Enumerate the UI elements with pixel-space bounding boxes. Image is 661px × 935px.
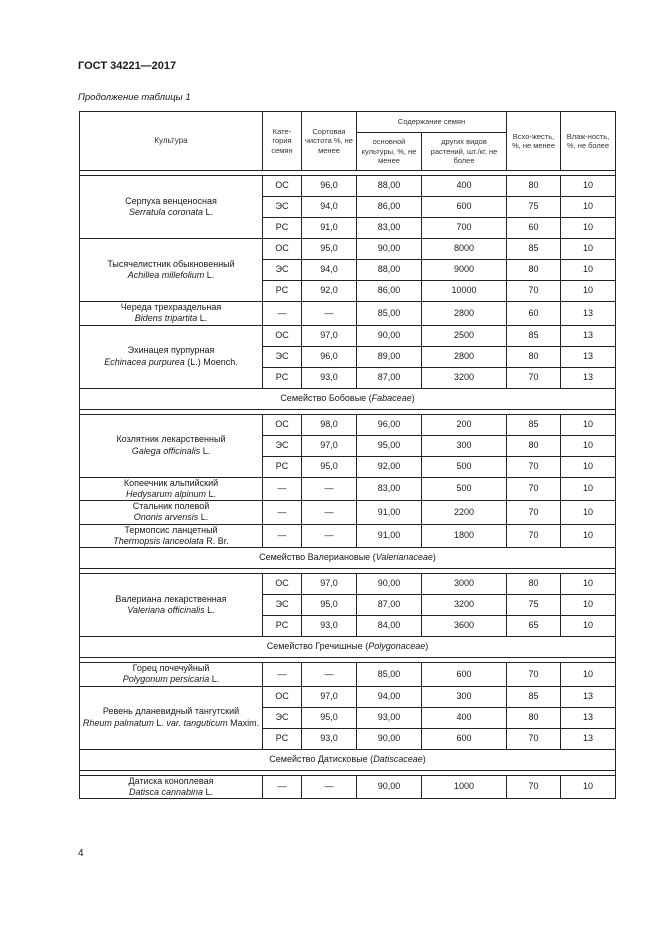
other-species-cell: 600 — [422, 197, 507, 218]
culture-author: L. — [203, 207, 214, 217]
other-species-cell: 3200 — [422, 595, 507, 616]
moisture-cell: 10 — [561, 456, 616, 477]
category-cell: ОС — [263, 239, 302, 260]
culture-russian-name: Стальник полевой — [132, 501, 210, 511]
category-cell: — — [263, 501, 302, 525]
other-species-cell: 300 — [422, 686, 507, 707]
culture-latin-name: Galega officinalis — [131, 445, 201, 456]
culture-author: L. — [204, 270, 215, 280]
column-header-purity: Сортовая чистота %, не менее — [302, 112, 357, 171]
culture-latin-name: Achillea millefolium — [127, 270, 205, 280]
culture-name-cell — [80, 775, 263, 799]
column-header-germination: Всхо-жесть, %, не менее — [507, 112, 561, 171]
culture-name-cell — [80, 325, 263, 388]
germination-cell: 80 — [507, 260, 561, 281]
culture-author: L. — [203, 786, 214, 797]
category-cell: РС — [263, 218, 302, 239]
purity-cell: — — [302, 775, 357, 799]
table-row — [80, 302, 616, 326]
culture-author: L. — [198, 512, 209, 523]
germination-cell: 70 — [507, 501, 561, 525]
purity-cell: — — [302, 524, 357, 548]
category-cell: ОС — [263, 325, 302, 346]
other-species-cell: 3600 — [422, 616, 507, 637]
moisture-cell: 13 — [561, 302, 616, 326]
moisture-cell: 10 — [561, 414, 616, 435]
moisture-cell: 10 — [561, 616, 616, 637]
germination-cell: 70 — [507, 663, 561, 687]
purity-cell: 92,0 — [302, 281, 357, 302]
purity-cell: 93,0 — [302, 367, 357, 388]
category-cell: ЭС — [263, 435, 302, 456]
moisture-cell: 10 — [561, 574, 616, 595]
culture-russian-name: Термопсис ланцетный — [124, 524, 218, 535]
family-name: Семейство Бобовые ( — [280, 392, 372, 403]
moisture-cell: 10 — [561, 239, 616, 260]
family-latin-name: Fabaceae — [371, 392, 412, 403]
table-row — [80, 574, 616, 595]
germination-cell: 70 — [507, 728, 561, 749]
column-header-seed-content: Содержание семян — [357, 112, 507, 133]
category-cell: РС — [263, 367, 302, 388]
culture-name-cell — [80, 663, 263, 687]
other-species-cell: 9000 — [422, 260, 507, 281]
other-species-cell: 300 — [422, 435, 507, 456]
germination-cell: 70 — [507, 281, 561, 302]
family-name: Семейство Датисковые ( — [269, 753, 374, 764]
family-row — [80, 388, 616, 409]
moisture-cell: 13 — [561, 686, 616, 707]
other-species-cell: 2500 — [422, 325, 507, 346]
category-cell: РС — [263, 456, 302, 477]
germination-cell: 80 — [507, 435, 561, 456]
culture-latin-name: Echinacea purpurea — [104, 356, 185, 367]
moisture-cell: 10 — [561, 595, 616, 616]
column-header-other-species: других видов растений, шт./кг, не более — [422, 133, 507, 171]
purity-cell: 97,0 — [302, 686, 357, 707]
culture-latin-name: Bidens tripartita — [134, 313, 198, 324]
germination-cell: 70 — [507, 524, 561, 548]
germination-cell: 60 — [507, 218, 561, 239]
seed-quality-table — [79, 111, 616, 799]
germination-cell: 70 — [507, 367, 561, 388]
moisture-cell: 10 — [561, 501, 616, 525]
purity-cell: 97,0 — [302, 435, 357, 456]
family-paren: ) — [422, 753, 426, 764]
culture-latin-name: Hedysarum alpinum — [125, 488, 207, 499]
main-crop-cell: 86,00 — [357, 197, 422, 218]
main-crop-cell: 83,00 — [357, 477, 422, 501]
culture-russian-name: Горец почечуйный — [132, 663, 210, 673]
purity-cell: 95,0 — [302, 707, 357, 728]
purity-cell: 98,0 — [302, 414, 357, 435]
culture-author: L. — [204, 605, 215, 615]
purity-cell: 96,0 — [302, 346, 357, 367]
culture-author: L. — [200, 445, 211, 456]
table-body — [80, 171, 616, 799]
main-crop-cell: 90,00 — [357, 574, 422, 595]
germination-cell: 65 — [507, 616, 561, 637]
other-species-cell: 700 — [422, 218, 507, 239]
moisture-cell: 10 — [561, 176, 616, 197]
other-species-cell: 500 — [422, 456, 507, 477]
germination-cell: 70 — [507, 477, 561, 501]
purity-cell: 95,0 — [302, 456, 357, 477]
family-row — [80, 749, 616, 770]
culture-name-cell — [80, 686, 263, 749]
culture-name-cell — [80, 176, 263, 239]
germination-cell: 70 — [507, 775, 561, 799]
other-species-cell: 8000 — [422, 239, 507, 260]
germination-cell: 85 — [507, 239, 561, 260]
main-crop-cell: 84,00 — [357, 616, 422, 637]
main-crop-cell: 92,00 — [357, 456, 422, 477]
moisture-cell: 13 — [561, 707, 616, 728]
category-cell: ЭС — [263, 260, 302, 281]
germination-cell: 85 — [507, 414, 561, 435]
main-crop-cell: 95,00 — [357, 435, 422, 456]
purity-cell: 97,0 — [302, 325, 357, 346]
purity-cell: — — [302, 477, 357, 501]
moisture-cell: 10 — [561, 218, 616, 239]
main-crop-cell: 87,00 — [357, 595, 422, 616]
culture-author: L. — [206, 488, 217, 499]
category-cell: ОС — [263, 686, 302, 707]
germination-cell: 85 — [507, 325, 561, 346]
family-row — [80, 637, 616, 658]
culture-russian-name: Ревень дланевидный тангутский — [102, 706, 240, 717]
purity-cell: 95,0 — [302, 595, 357, 616]
other-species-cell: 500 — [422, 477, 507, 501]
category-cell: — — [263, 477, 302, 501]
main-crop-cell: 86,00 — [357, 281, 422, 302]
main-crop-cell: 87,00 — [357, 367, 422, 388]
category-cell: ОС — [263, 574, 302, 595]
purity-cell: 93,0 — [302, 728, 357, 749]
culture-latin-name: Serratula coronata — [128, 207, 204, 217]
table-continuation-caption: Продолжение таблицы 1 — [78, 92, 191, 103]
purity-cell: — — [302, 501, 357, 525]
column-header-category: Кате-гория семян — [263, 112, 302, 171]
family-name: Семейство Гречишные ( — [266, 641, 369, 652]
family-name: Семейство Валериановые ( — [259, 552, 376, 563]
moisture-cell: 13 — [561, 367, 616, 388]
family-heading — [80, 388, 616, 409]
culture-name-cell — [80, 524, 263, 548]
other-species-cell: 400 — [422, 707, 507, 728]
category-cell: — — [263, 775, 302, 799]
culture-latin-name: Valeriana officinalis — [127, 605, 205, 615]
family-latin-name: Datiscaceae — [373, 753, 423, 764]
culture-name-cell — [80, 477, 263, 501]
family-latin-name: Polygonaceae — [368, 641, 426, 652]
other-species-cell: 600 — [422, 728, 507, 749]
culture-latin-name: Rheum palmatum — [82, 717, 154, 728]
main-crop-cell: 85,00 — [357, 663, 422, 687]
table-row — [80, 501, 616, 525]
table-row — [80, 775, 616, 799]
column-header-culture: Культура — [80, 112, 263, 171]
other-species-cell: 1000 — [422, 775, 507, 799]
category-cell: ЭС — [263, 197, 302, 218]
category-cell: — — [263, 302, 302, 326]
moisture-cell: 10 — [561, 775, 616, 799]
germination-cell: 80 — [507, 574, 561, 595]
culture-russian-name: Серпуха венценосная — [125, 195, 217, 206]
main-crop-cell: 91,00 — [357, 501, 422, 525]
other-species-cell: 2800 — [422, 346, 507, 367]
culture-name-cell — [80, 414, 263, 477]
table-row — [80, 325, 616, 346]
moisture-cell: 13 — [561, 325, 616, 346]
family-latin-name: Valerianaceae — [375, 552, 433, 563]
family-paren: ) — [411, 392, 415, 403]
family-paren: ) — [432, 552, 436, 563]
main-crop-cell: 83,00 — [357, 218, 422, 239]
moisture-cell: 10 — [561, 524, 616, 548]
germination-cell: 85 — [507, 686, 561, 707]
culture-variety-author: Maxim. — [227, 717, 260, 728]
table-row — [80, 239, 616, 260]
germination-cell: 80 — [507, 176, 561, 197]
germination-cell: 75 — [507, 595, 561, 616]
other-species-cell: 3200 — [422, 367, 507, 388]
main-crop-cell: 90,00 — [357, 728, 422, 749]
category-cell: ОС — [263, 176, 302, 197]
family-row — [80, 548, 616, 569]
family-heading — [80, 548, 616, 569]
culture-russian-name: Датиска коноплевая — [128, 775, 214, 786]
germination-cell: 80 — [507, 346, 561, 367]
purity-cell: 96,0 — [302, 176, 357, 197]
germination-cell: 70 — [507, 456, 561, 477]
category-cell: — — [263, 524, 302, 548]
purity-cell: 91,0 — [302, 218, 357, 239]
culture-latin-name: Ononis arvensis — [133, 512, 199, 523]
category-cell: ЭС — [263, 346, 302, 367]
main-crop-cell: 90,00 — [357, 325, 422, 346]
moisture-cell: 10 — [561, 281, 616, 302]
table-header — [80, 112, 616, 171]
category-cell: РС — [263, 728, 302, 749]
purity-cell: — — [302, 302, 357, 326]
culture-latin-variety: var. tanguticum — [163, 717, 228, 728]
purity-cell: 94,0 — [302, 260, 357, 281]
moisture-cell: 10 — [561, 663, 616, 687]
main-crop-cell: 96,00 — [357, 414, 422, 435]
culture-latin-name: Thermopsis lanceolata — [113, 535, 204, 546]
moisture-cell: 10 — [561, 477, 616, 501]
culture-latin-name: Polygonum persicaria — [122, 674, 210, 685]
category-cell: ЭС — [263, 707, 302, 728]
culture-name-cell — [80, 574, 263, 637]
table-row — [80, 477, 616, 501]
culture-russian-name: Козлятник лекарственный — [116, 434, 226, 445]
table-row — [80, 686, 616, 707]
culture-author: (L.) Moench. — [184, 356, 238, 367]
main-crop-cell: 85,00 — [357, 302, 422, 326]
purity-cell: 93,0 — [302, 616, 357, 637]
culture-russian-name: Череда трехраздельная — [120, 302, 222, 312]
other-species-cell: 3000 — [422, 574, 507, 595]
category-cell: РС — [263, 281, 302, 302]
main-crop-cell: 90,00 — [357, 775, 422, 799]
culture-russian-name: Эхинацея пурпурная — [127, 345, 215, 356]
category-cell: ОС — [263, 414, 302, 435]
culture-name-cell — [80, 501, 263, 525]
family-heading — [80, 637, 616, 658]
moisture-cell: 10 — [561, 435, 616, 456]
culture-russian-name: Валериана лекарственная — [115, 593, 227, 604]
table-row — [80, 176, 616, 197]
document-title: ГОСТ 34221—2017 — [78, 60, 177, 72]
other-species-cell: 400 — [422, 176, 507, 197]
moisture-cell: 10 — [561, 260, 616, 281]
purity-cell: — — [302, 663, 357, 687]
culture-name-cell — [80, 302, 263, 326]
other-species-cell: 200 — [422, 414, 507, 435]
main-crop-cell: 94,00 — [357, 686, 422, 707]
other-species-cell: 1800 — [422, 524, 507, 548]
main-crop-cell: 88,00 — [357, 176, 422, 197]
culture-russian-name: Тысячелистник обыкновенный — [107, 258, 235, 269]
main-crop-cell: 88,00 — [357, 260, 422, 281]
other-species-cell: 2200 — [422, 501, 507, 525]
table-row — [80, 663, 616, 687]
purity-cell: 97,0 — [302, 574, 357, 595]
family-paren: ) — [425, 641, 429, 652]
germination-cell: 80 — [507, 707, 561, 728]
main-crop-cell: 91,00 — [357, 524, 422, 548]
main-crop-cell: 90,00 — [357, 239, 422, 260]
purity-cell: 94,0 — [302, 197, 357, 218]
category-cell: РС — [263, 616, 302, 637]
other-species-cell: 600 — [422, 663, 507, 687]
category-cell: — — [263, 663, 302, 687]
purity-cell: 95,0 — [302, 239, 357, 260]
other-species-cell: 10000 — [422, 281, 507, 302]
culture-author: L. — [209, 674, 220, 685]
table-row — [80, 524, 616, 548]
germination-cell: 60 — [507, 302, 561, 326]
other-species-cell: 2800 — [422, 302, 507, 326]
main-crop-cell: 89,00 — [357, 346, 422, 367]
family-heading — [80, 749, 616, 770]
moisture-cell: 13 — [561, 346, 616, 367]
moisture-cell: 13 — [561, 728, 616, 749]
culture-russian-name: Копеечник альпийский — [123, 477, 219, 488]
page-number: 4 — [78, 848, 84, 859]
column-header-moisture: Влаж-ность, %, не более — [561, 112, 616, 171]
column-header-main-crop: основной культуры, %, не менее — [357, 133, 422, 171]
culture-author: L. — [153, 717, 164, 728]
culture-author: L. — [197, 313, 208, 324]
culture-latin-name: Datisca cannabina — [128, 786, 204, 797]
moisture-cell: 10 — [561, 197, 616, 218]
germination-cell: 75 — [507, 197, 561, 218]
category-cell: ЭС — [263, 595, 302, 616]
culture-author: R. Br. — [203, 535, 229, 546]
main-crop-cell: 93,00 — [357, 707, 422, 728]
culture-name-cell — [80, 239, 263, 302]
table-row — [80, 414, 616, 435]
